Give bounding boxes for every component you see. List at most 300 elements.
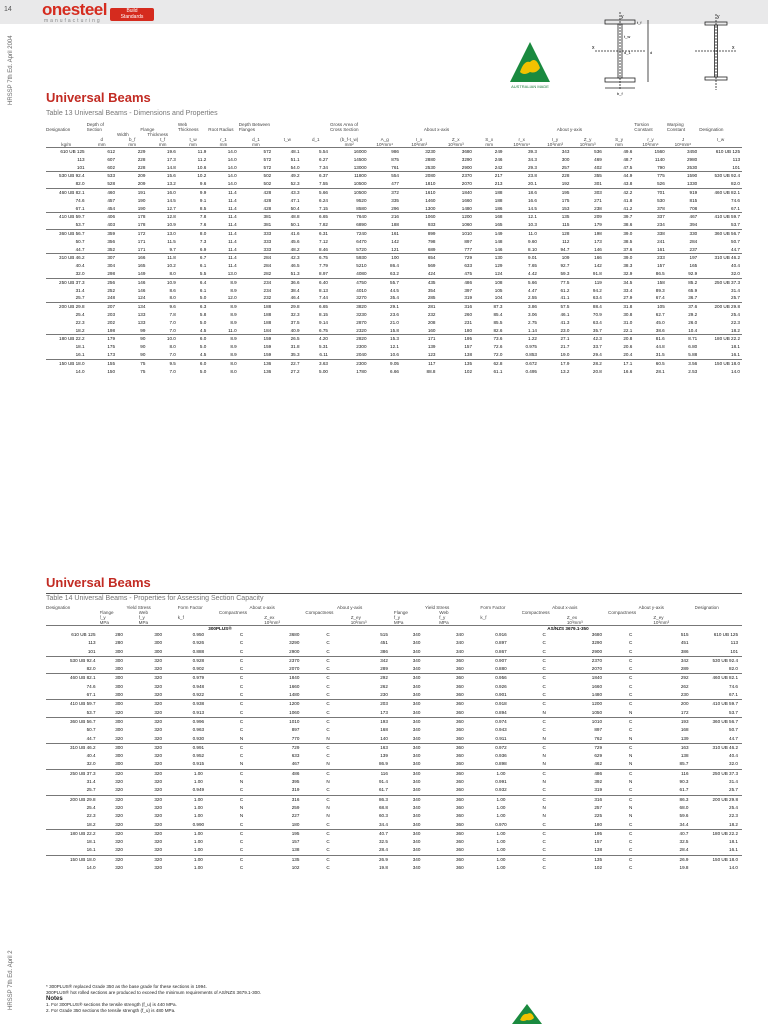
table-cell: 360 bbox=[439, 829, 480, 838]
designation-cell: 360 UB 56.7 bbox=[46, 717, 100, 726]
table-cell: 0.922 bbox=[192, 692, 205, 698]
table-cell: C bbox=[326, 692, 330, 698]
table-cell: 2530 bbox=[425, 164, 436, 170]
page-number: 14 bbox=[4, 6, 12, 13]
table-cell: 394 bbox=[689, 222, 698, 228]
t2-body bbox=[46, 631, 742, 872]
t1-symbol: t_w bbox=[189, 137, 197, 142]
table-cell: 320 bbox=[115, 865, 123, 871]
table-cell: 360 bbox=[455, 692, 464, 698]
table-cell: 34.5 bbox=[604, 278, 634, 286]
table-cell: 34.4 bbox=[679, 821, 689, 827]
table-cell: 203 bbox=[107, 311, 115, 317]
t1-unit: mm bbox=[604, 142, 634, 148]
table-cell: 60.5 bbox=[634, 359, 666, 367]
table-cell: 133 bbox=[137, 311, 146, 317]
table-cell: 102 bbox=[594, 865, 603, 871]
table-cell: 572 bbox=[263, 156, 272, 162]
table-cell: 3.86 bbox=[504, 303, 538, 311]
table-cell: 340 bbox=[412, 648, 421, 654]
table-cell: 90.3 bbox=[679, 779, 689, 785]
table-cell: 300 bbox=[154, 648, 163, 654]
designation-cell: 14.0 bbox=[75, 368, 85, 374]
table-cell: 300 bbox=[100, 656, 139, 665]
grade-350: AS/NZS 3679.1-350 bbox=[547, 626, 589, 631]
table-cell: 502 bbox=[263, 181, 272, 187]
table-cell: 7.34 bbox=[319, 164, 328, 170]
table-cell: 340 bbox=[412, 753, 421, 759]
table-cell: 2880 bbox=[425, 156, 436, 162]
table-cell: N bbox=[326, 779, 330, 785]
designation-cell: 74.6 bbox=[86, 683, 96, 689]
table-cell: 193 bbox=[653, 717, 694, 726]
table-cell: 45.6 bbox=[290, 238, 300, 244]
t1-symbol: I_w bbox=[717, 137, 725, 142]
table-cell: 1.00 bbox=[480, 829, 521, 838]
designation-cell: 113 bbox=[77, 156, 85, 162]
table-cell: 0.926 bbox=[192, 640, 205, 646]
table-cell: N bbox=[629, 709, 633, 715]
designation-cell: 150 UB 18.0 bbox=[695, 855, 743, 864]
table-row bbox=[46, 735, 742, 744]
table-cell: 0.990 bbox=[192, 821, 205, 827]
table-cell: 11.4 bbox=[208, 213, 238, 221]
table-cell: 94.7 bbox=[560, 246, 570, 252]
table-cell: 0.950 bbox=[192, 632, 205, 637]
table-cell: 5930 bbox=[330, 254, 369, 262]
table-cell: N bbox=[629, 753, 633, 759]
table-cell: N bbox=[542, 813, 546, 819]
table-cell: 406 bbox=[87, 213, 117, 221]
t1-unit: mm bbox=[147, 142, 177, 148]
table-cell: 340 bbox=[455, 632, 464, 637]
table-cell: 360 bbox=[439, 717, 480, 726]
table-row bbox=[46, 180, 742, 188]
table-cell: 67.4 bbox=[655, 295, 665, 301]
table-row bbox=[46, 303, 742, 311]
table-cell: 340 bbox=[394, 656, 439, 665]
table-row bbox=[46, 665, 742, 674]
table-cell: 43.8 bbox=[623, 181, 633, 187]
t2-h-compact-x: Compactness bbox=[218, 610, 248, 615]
table-cell: 5.0 bbox=[199, 344, 207, 350]
notes-title: Notes bbox=[46, 996, 63, 1002]
designation-cell: 53.7 bbox=[75, 222, 85, 228]
table-cell: 39.3 bbox=[527, 149, 537, 154]
table-cell: 208 bbox=[427, 319, 436, 325]
table-cell: 54.0 bbox=[290, 164, 300, 170]
table-cell: N bbox=[239, 735, 244, 741]
table-cell: 191 bbox=[117, 188, 147, 196]
t1-symbol: r_x bbox=[518, 137, 525, 142]
table-cell: 335 bbox=[391, 197, 399, 203]
table-cell: C bbox=[522, 829, 567, 838]
table-cell: 91.4 bbox=[378, 779, 388, 785]
table-cell: 428 bbox=[263, 205, 272, 211]
table-cell: 320 bbox=[139, 700, 178, 709]
table-cell: 360 bbox=[455, 779, 464, 785]
table-cell: C bbox=[608, 743, 653, 752]
table-cell: 320 bbox=[115, 839, 123, 845]
table-row bbox=[46, 769, 742, 778]
table-row bbox=[46, 319, 742, 327]
table-cell: 8.15 bbox=[319, 311, 328, 317]
t2-unit-mpa-4: MPa bbox=[439, 620, 480, 626]
table-cell: 91.8 bbox=[592, 270, 602, 276]
table-cell: 320 bbox=[115, 804, 123, 810]
table-cell: 38.6 bbox=[655, 327, 665, 333]
note-1: 1. For 300PLUS® sections the tensile strength (f_u) is 440 MPa. bbox=[46, 1002, 177, 1007]
table-row bbox=[46, 287, 742, 295]
table-cell: 0.897 bbox=[495, 640, 507, 646]
designation-cell: 250 UB 37.3 bbox=[695, 769, 743, 778]
table-cell: N bbox=[542, 761, 546, 767]
table-cell: C bbox=[629, 692, 633, 698]
designation-cell: 22.3 bbox=[86, 813, 96, 819]
table-cell: 2070 bbox=[289, 666, 300, 672]
table-cell: 31.5 bbox=[655, 351, 665, 357]
table-row bbox=[46, 246, 742, 254]
designation-cell: 410 UB 59.7 bbox=[46, 700, 100, 709]
table-cell: 300 bbox=[115, 727, 123, 733]
table-cell: 6.65 bbox=[302, 213, 330, 221]
table-cell: 899 bbox=[401, 229, 438, 237]
t1-unit: kg/m bbox=[46, 142, 87, 148]
table-cell: 190 bbox=[137, 197, 146, 203]
table-cell: 48.2 bbox=[290, 246, 300, 252]
table-cell: 16000 bbox=[353, 149, 367, 154]
t2-h-xaxis: About x-axis bbox=[249, 605, 275, 610]
table-cell: C bbox=[326, 847, 330, 853]
table-cell: 1.00 bbox=[193, 847, 203, 853]
table-cell: C bbox=[522, 769, 567, 778]
t1-unit: mm bbox=[117, 142, 147, 148]
table-cell: 29.3 bbox=[527, 164, 537, 170]
table-cell: N bbox=[542, 804, 546, 810]
table-cell: 90 bbox=[140, 344, 146, 350]
footnote-1: * 300PLUS® replaced Grade 350 as the base grade for these sections in 1994. bbox=[46, 984, 207, 989]
table-cell: C bbox=[629, 847, 633, 853]
designation-cell: 18.1 bbox=[729, 839, 738, 845]
table-cell: 46.5 bbox=[290, 263, 300, 269]
table-cell: C bbox=[239, 683, 244, 689]
table-cell: N bbox=[239, 813, 244, 819]
table-cell: 428 bbox=[239, 188, 273, 196]
table-cell: 86.5 bbox=[655, 270, 665, 276]
table-cell: 33.4 bbox=[623, 287, 633, 293]
table-cell: 2900 bbox=[289, 648, 300, 654]
designation-cell: 44.7 bbox=[729, 735, 738, 741]
table-cell: C bbox=[239, 709, 244, 715]
t2-h-compact-y: Compactness bbox=[305, 610, 334, 615]
designation-cell: 31.4 bbox=[75, 287, 85, 293]
table-cell: 0.943 bbox=[495, 727, 507, 733]
table-cell: 135 bbox=[264, 855, 305, 864]
table-cell: 100 bbox=[369, 254, 401, 262]
table-cell: 9.6 bbox=[147, 303, 177, 311]
table-cell: 38.6 bbox=[623, 222, 633, 228]
table-cell: C bbox=[219, 743, 264, 752]
table-row bbox=[46, 786, 742, 795]
table-cell: 572 bbox=[263, 149, 272, 154]
table-cell: 32.3 bbox=[290, 311, 300, 317]
table-cell: 333 bbox=[263, 246, 272, 252]
table-cell: 7.0 bbox=[169, 327, 176, 333]
table-cell: 31.8 bbox=[604, 303, 634, 311]
table-cell: 228 bbox=[137, 156, 146, 162]
axis-x-label-2: x bbox=[732, 45, 735, 51]
table-cell: 112 bbox=[562, 238, 570, 244]
section-capacity-table bbox=[46, 605, 742, 872]
table-cell: 117 bbox=[401, 359, 438, 367]
designation-cell: 310 UB 46.2 bbox=[695, 743, 743, 752]
table-cell: 333 bbox=[239, 229, 273, 237]
table-cell: 123 bbox=[427, 351, 436, 357]
t2-h-compact-y-r: Compactness bbox=[608, 610, 637, 615]
t1-symbol: (b_f-t_w) bbox=[340, 137, 359, 142]
designation-cell: 610 UB 125 bbox=[71, 632, 96, 637]
table-cell: 63.2 bbox=[390, 270, 399, 276]
table-cell: 146 bbox=[117, 278, 147, 286]
table-cell: 320 bbox=[115, 847, 123, 853]
table-cell: 173 bbox=[594, 238, 602, 244]
table-cell: 5.54 bbox=[319, 149, 328, 154]
designation-cell: 460 UB 82.1 bbox=[695, 674, 743, 683]
table-cell: 340 bbox=[412, 779, 421, 785]
table-cell: 12.1 bbox=[390, 344, 399, 350]
table-cell: 316 bbox=[567, 795, 608, 804]
table-cell: C bbox=[629, 839, 633, 845]
table-cell: 340 bbox=[412, 821, 421, 827]
table-cell: C bbox=[326, 865, 330, 871]
table-cell: 203 bbox=[351, 700, 394, 709]
table-cell: 195 bbox=[567, 829, 608, 838]
table-cell: 6.3 bbox=[178, 303, 208, 311]
table-cell: 1.00 bbox=[480, 795, 521, 804]
table-cell: C bbox=[629, 865, 633, 871]
table-cell: 5.66 bbox=[504, 278, 538, 286]
table-cell: 15.6 bbox=[147, 172, 177, 180]
table-cell: 340 bbox=[394, 743, 439, 752]
designation-cell: 530 UB 92.4 bbox=[46, 656, 100, 665]
table-cell: 1480 bbox=[591, 692, 603, 698]
table-cell: 11.4 bbox=[228, 263, 237, 269]
table-cell: 320 bbox=[115, 821, 123, 827]
onesteel-logo bbox=[42, 2, 107, 24]
table-cell: 770 bbox=[291, 735, 300, 741]
table-cell: 1.00 bbox=[193, 779, 203, 785]
table-cell: 342 bbox=[653, 656, 694, 665]
table-cell: 8.0 bbox=[208, 359, 238, 367]
table-cell: 233 bbox=[634, 254, 666, 262]
table-cell: 477 bbox=[391, 181, 399, 187]
table-cell: 7.8 bbox=[169, 311, 176, 317]
t1-body bbox=[46, 148, 742, 376]
table-cell: 381 bbox=[239, 213, 273, 221]
table-cell: 3290 bbox=[591, 640, 603, 646]
designation-cell: 74.6 bbox=[75, 197, 85, 203]
t1-h-designation: Designation bbox=[46, 127, 71, 132]
table-cell: 1140 bbox=[654, 156, 665, 162]
table2-caption: Table 14 Universal Beams - Properties for Assessing Section Capacity bbox=[46, 595, 264, 602]
table-cell: 155 bbox=[87, 359, 117, 367]
t1-h-warping: Warping Constant bbox=[666, 122, 686, 132]
table-cell: 47.5 bbox=[623, 164, 633, 170]
table-cell: 19.0 bbox=[560, 351, 570, 357]
table-cell: 142 bbox=[391, 238, 399, 244]
table-cell: 47.1 bbox=[290, 197, 300, 203]
t1-symbol: r_1 bbox=[220, 137, 227, 142]
table-cell: 475 bbox=[464, 270, 472, 276]
table-cell: 9.14 bbox=[319, 319, 328, 325]
t1-h-between: Depth Between Flanges bbox=[238, 122, 271, 132]
table-cell: 7.3 bbox=[199, 238, 207, 244]
table-cell: 319 bbox=[464, 295, 472, 301]
designation-cell: 200 UB 29.8 bbox=[695, 795, 743, 804]
table-cell: C bbox=[542, 821, 546, 827]
table-cell: 5.5 bbox=[199, 270, 207, 276]
designation-cell: 14.0 bbox=[86, 865, 96, 871]
table-cell: 30.8 bbox=[623, 311, 633, 317]
table-cell: 1590 bbox=[667, 172, 699, 180]
table-cell: 262 bbox=[680, 683, 689, 689]
table-cell: 1300 bbox=[425, 205, 436, 211]
table-cell: 11.4 bbox=[208, 254, 238, 262]
table-cell: 1200 bbox=[437, 213, 474, 221]
designation-cell: 82.0 bbox=[75, 181, 85, 187]
table-row bbox=[46, 327, 742, 335]
designation-cell: 25.4 bbox=[75, 311, 85, 317]
table-cell: 1.00 bbox=[193, 813, 203, 819]
designation-cell: 74.6 bbox=[729, 683, 738, 689]
table-cell: 9.6 bbox=[199, 181, 207, 187]
table-cell: 41.2 bbox=[623, 205, 633, 211]
table-cell: 136 bbox=[239, 359, 273, 367]
table-cell: 403 bbox=[107, 222, 115, 228]
table-cell: 73.6 bbox=[474, 335, 504, 343]
table-cell: 729 bbox=[567, 743, 608, 752]
t1-h-yaxis: About y-axis bbox=[556, 127, 583, 132]
table-cell: 397 bbox=[464, 287, 472, 293]
table-cell: 355 bbox=[571, 172, 603, 180]
table-cell: 88.8 bbox=[426, 368, 436, 374]
table-cell: N bbox=[542, 753, 546, 759]
t2-h-compact-x-r: Compactness bbox=[521, 610, 550, 615]
table-cell: 360 bbox=[439, 855, 480, 864]
table-cell: 0.913 bbox=[192, 709, 205, 715]
table-cell: 237 bbox=[689, 246, 698, 252]
table-cell: 166 bbox=[117, 254, 147, 262]
table-cell: 2070 bbox=[591, 666, 603, 672]
designation-cell: 460 UB 82.1 bbox=[46, 188, 87, 196]
table-cell: 2820 bbox=[330, 335, 369, 343]
table-cell: 10.9 bbox=[147, 278, 177, 286]
t1-unit: 10³mm³ bbox=[401, 142, 438, 148]
table-cell: C bbox=[239, 692, 244, 698]
table-cell: 50.4 bbox=[290, 205, 300, 211]
t2-h-flange: Flange bbox=[99, 610, 114, 615]
table-cell: 320 bbox=[154, 727, 163, 733]
table-cell: 119 bbox=[571, 278, 603, 286]
table-cell: 11800 bbox=[330, 172, 369, 180]
t2-h-xaxis-r: About x-axis bbox=[552, 605, 578, 610]
table-cell: 280 bbox=[115, 632, 123, 637]
table-cell: 82.6 bbox=[493, 327, 503, 333]
table-cell: 61.7 bbox=[378, 787, 388, 793]
table-cell: 352 bbox=[107, 246, 115, 252]
t2-sym-zex-r: Z_ex bbox=[566, 615, 578, 620]
table-cell: 292 bbox=[351, 674, 394, 683]
table-cell: C bbox=[326, 666, 330, 672]
table-cell: 102 bbox=[291, 865, 300, 871]
table-cell: N bbox=[629, 761, 633, 767]
t1-unit: 10⁹mm⁶ bbox=[667, 142, 699, 148]
table-cell: 340 bbox=[412, 709, 421, 715]
table1-heading: Universal Beams bbox=[46, 90, 151, 105]
designation-cell: 180 UB 22.2 bbox=[699, 335, 742, 343]
table-cell: C bbox=[219, 769, 264, 778]
table-cell: 157 bbox=[657, 263, 665, 269]
table-cell: C bbox=[629, 727, 633, 733]
designation-cell: 32.0 bbox=[86, 761, 96, 767]
table-cell: 435 bbox=[401, 278, 438, 286]
table-cell: 6890 bbox=[356, 222, 367, 228]
t2-h-designation: Designation bbox=[46, 605, 71, 610]
table-cell: 340 bbox=[412, 839, 421, 845]
table-cell: C bbox=[326, 727, 330, 733]
t1-h-gross: Gross Area of Cross Section bbox=[329, 122, 359, 132]
table-row bbox=[46, 864, 742, 872]
table-cell: 1.00 bbox=[480, 855, 521, 864]
table-row bbox=[46, 726, 742, 734]
table-cell: 6.75 bbox=[302, 254, 330, 262]
table-cell: 179 bbox=[594, 222, 602, 228]
table-cell: 22.1 bbox=[623, 327, 633, 333]
table-cell: 20.8 bbox=[592, 368, 602, 374]
side-edition-text-bottom: HRSSP 7th Ed. April 2 bbox=[8, 950, 14, 1010]
table-cell: 193 bbox=[351, 717, 394, 726]
table-cell: 300 bbox=[154, 640, 163, 646]
table-cell: 14500 bbox=[353, 156, 367, 162]
table-cell: 602 bbox=[107, 164, 115, 170]
table-cell: 451 bbox=[680, 640, 689, 646]
table-cell: 225 bbox=[594, 813, 603, 819]
table-cell: 1.00 bbox=[496, 813, 506, 819]
table-cell: 19.8 bbox=[679, 865, 689, 871]
table-cell: 8.10 bbox=[527, 246, 537, 252]
table-cell: 533 bbox=[87, 172, 117, 180]
t1-symbol: d bbox=[100, 137, 104, 142]
table-cell: 1810 bbox=[425, 181, 436, 187]
table-cell: 230 bbox=[680, 692, 689, 698]
table-cell: 252 bbox=[107, 287, 115, 293]
table-cell: 360 bbox=[455, 839, 464, 845]
table-cell: C bbox=[608, 855, 653, 864]
designation-cell: 410 UB 59.7 bbox=[46, 213, 87, 221]
table-row bbox=[46, 743, 742, 752]
table-cell: 202 bbox=[107, 319, 115, 325]
table-cell: 195 bbox=[539, 188, 571, 196]
table-cell: 486 bbox=[567, 769, 608, 778]
table-cell: 1330 bbox=[686, 181, 698, 187]
table-cell: 16.6 bbox=[527, 197, 537, 203]
table-row bbox=[46, 172, 742, 180]
t1-symbol: Z_y bbox=[583, 137, 592, 142]
designation-cell: 530 UB 92.4 bbox=[46, 172, 87, 180]
table-cell: 10500 bbox=[353, 181, 367, 187]
table-cell: 300 bbox=[115, 666, 123, 672]
table-cell: 360 bbox=[439, 674, 480, 683]
